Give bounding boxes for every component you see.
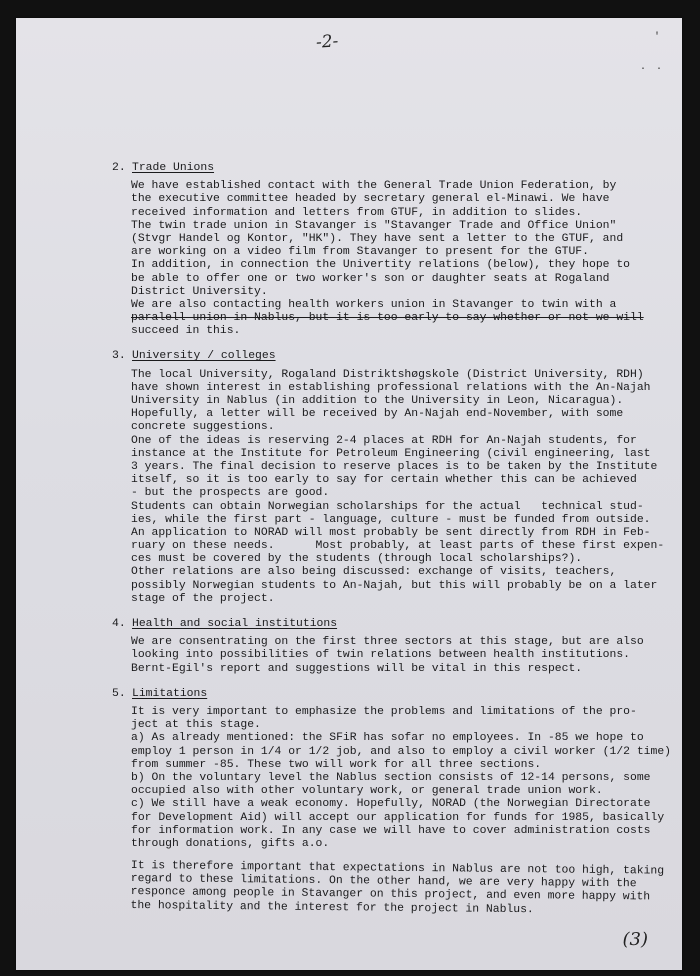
text-line: from summer -85. These two will work for all three sections. [131, 758, 542, 771]
text-line: (Stvgr Handel og Kontor, "HK"). They have sent a letter to the GTUF, and [131, 232, 624, 245]
section-heading [112, 688, 672, 701]
text-line: succeed in this. [131, 325, 241, 338]
text-line: b) On the voluntary level the Nablus section consists of 12-14 persons, some [131, 771, 651, 784]
section-number: 4. [112, 618, 126, 631]
section-4 [112, 618, 672, 676]
text-line: c) We still have a weak economy. Hopefully, NORAD (the Norwegian Directorate [131, 798, 651, 811]
section-title: Trade Unions [132, 162, 215, 174]
text-line: a) As already mentioned: the SFiR has sofar no employees. In -85 we hope to [131, 732, 644, 745]
section-number: 2. [112, 162, 126, 174]
text-line: the hospitality and the interest for the project in Nablus. [130, 899, 534, 916]
text-line: through donations, gifts a.o. [131, 837, 330, 850]
text-line: paralell union in Nablus, but it is too early to say whether or not we will [131, 312, 644, 325]
text-line: be able to offer one or two worker's son or daughter seats at Rogaland [131, 272, 610, 285]
text-line: Bernt-Egil's report and suggestions will be vital in this respect. [131, 662, 583, 675]
text-line: Other relations are also being discussed: exchange of visits, teachers, [131, 566, 617, 579]
text-line: The local University, Rogaland Distriktshøgskole (District University, RDH) [131, 368, 644, 381]
document-body [112, 162, 672, 925]
text-line: itself, so it is too early to say for certain whether this can be achieved [131, 474, 637, 487]
text-line: District University. [131, 285, 268, 298]
section-title: University / colleges [132, 350, 276, 363]
handwritten-page-mark: (3) [622, 929, 648, 950]
text-line: employ 1 person in 1/4 or 1/2 job, and also to employ a civil worker (1/2 time) [131, 745, 672, 758]
text-line: concrete suggestions. [131, 421, 275, 434]
text-line: instance at the Institute for Petroleum Engineering (civil engineering, last [131, 447, 651, 460]
section-2 [112, 162, 672, 338]
section-body [112, 180, 672, 338]
text-line: In addition, in connection the Univertity relations (below), they hope to [131, 259, 630, 272]
text-line: An application to NORAD will most probably be sent directly from RDH in Feb- [131, 526, 651, 539]
text-line: for information work. In any case we will have to cover administration costs [131, 824, 651, 837]
text-line: Students can obtain Norwegian scholarships for the actual technical stud- [131, 500, 644, 513]
section-5 [112, 687, 672, 916]
text-line: We have established contact with the General Trade Union Federation, by [131, 180, 617, 193]
page-number: -2- [315, 31, 339, 53]
text-line: It is very important to emphasize the problems and limitations of the pro- [131, 706, 637, 718]
section-3 [112, 350, 672, 606]
text-line: are working on a video film from Stavanger to present for the GTUF. [131, 246, 589, 259]
text-line: possibly Norwegian students to An-Najah, but this will probably be on a later [131, 579, 658, 592]
corner-dots: . . [639, 62, 664, 73]
text-line: We are consentrating on the first three sectors at this stage, but are also [131, 636, 644, 649]
text-line: regard to these limitations. On the other hand, we are very happy with the [130, 873, 637, 891]
text-line: for Development Aid) will accept our application for funds for 1985, basically [131, 811, 665, 824]
section-title: Health and social institutions [132, 618, 338, 631]
text-line: ces must be covered by the students (through local scholarships?). [131, 553, 583, 566]
text-line: - but the prospects are good. [131, 487, 330, 500]
text-line: looking into possibilities of twin relations between health institutions. [131, 649, 630, 662]
corner-mark: ' [653, 32, 660, 43]
section-heading [112, 162, 672, 175]
text-line: University in Nablus (in addition to the University in Leon, Nicaragua). [131, 395, 624, 408]
section-heading [112, 350, 672, 363]
text-line: responce among people in Stavanger on this project, and even more happy with [130, 886, 651, 904]
text-line: stage of the project. [131, 592, 275, 605]
text-line: We are also contacting health workers union in Stavanger to twin with a [131, 298, 617, 311]
section-body [112, 636, 672, 676]
closing-paragraph [130, 860, 672, 918]
text-line: the executive committee headed by secretary general el-Minawi. We have [131, 193, 610, 206]
text-line: ject at this stage. [131, 719, 261, 732]
section-title: Limitations [132, 687, 208, 700]
text-line: occupied also with other voluntary work, or general trade union work. [131, 785, 603, 798]
section-body [112, 706, 672, 916]
section-number: 5. [112, 687, 126, 700]
document-page [16, 18, 682, 970]
section-heading [112, 618, 672, 631]
section-body [112, 369, 672, 606]
text-line: have shown interest in establishing professional relations with the An-Najah [131, 381, 651, 394]
section-number: 3. [112, 350, 126, 363]
text-line: ies, while the first part - language, culture - must be funded from outside. [131, 513, 651, 526]
text-line: 3 years. The final decision to reserve places is to be taken by the Institute [131, 460, 658, 473]
text-line: received information and letters from GTUF, in addition to slides. [131, 206, 583, 219]
text-line: The twin trade union in Stavanger is "Stavanger Trade and Office Union" [131, 219, 617, 232]
text-line: It is therefore important that expectations in Nablus are not too high, taking [130, 860, 665, 878]
text-line: One of the ideas is reserving 2-4 places at RDH for An-Najah students, for [131, 434, 637, 447]
text-line: Hopefully, a letter will be received by An-Najah end-November, with some [131, 408, 624, 421]
text-line: ruary on these needs. Most probably, at least parts of these first expen- [131, 540, 665, 553]
